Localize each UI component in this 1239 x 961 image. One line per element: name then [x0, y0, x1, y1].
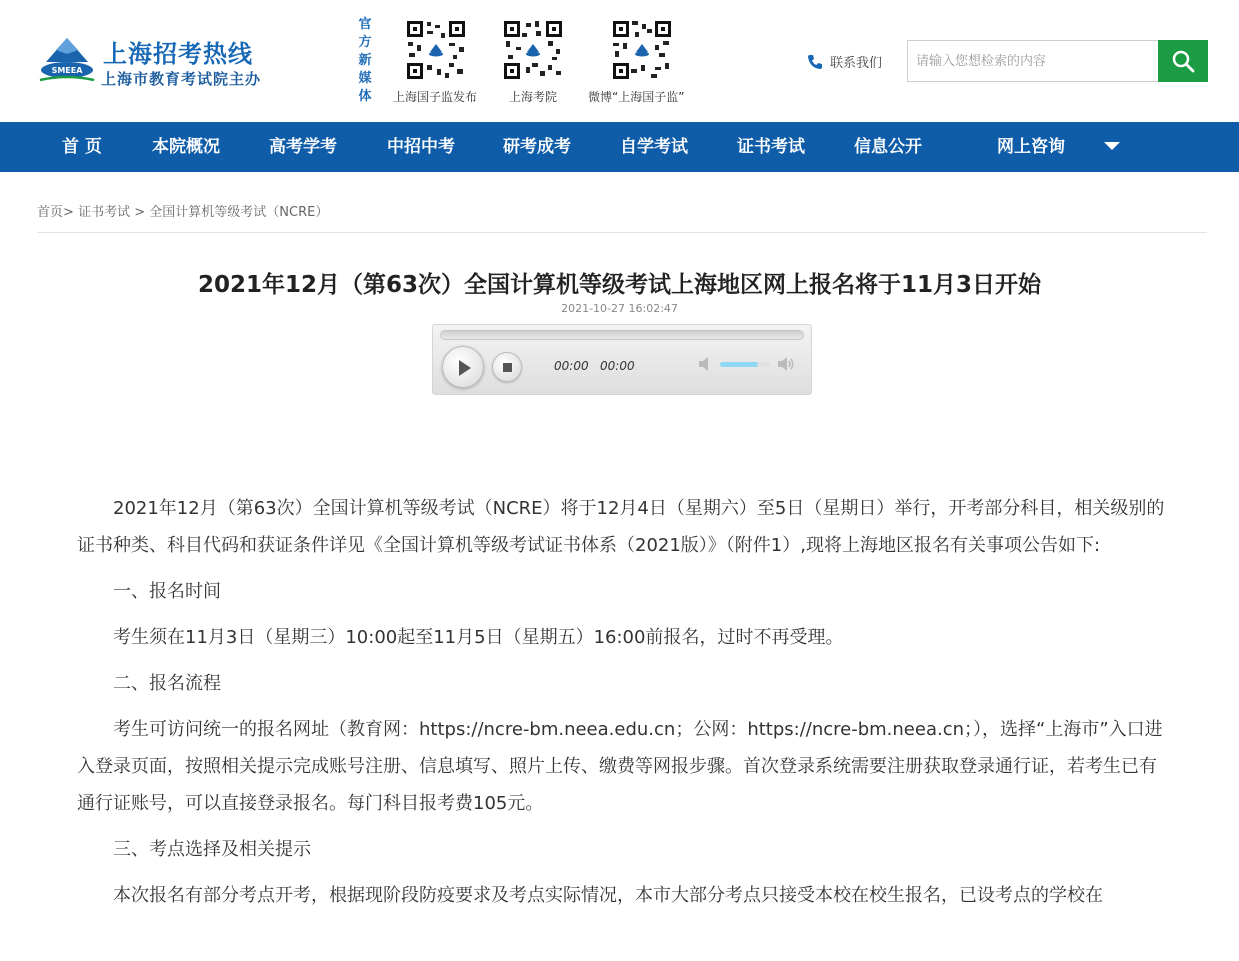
nav-item-gaokao[interactable]: 高考学考	[269, 137, 337, 157]
breadcrumb-separator: >	[134, 205, 146, 220]
site-title[interactable]: 上海招考热线	[103, 40, 253, 68]
qr-code-icon	[502, 19, 564, 81]
nav-item-certificate[interactable]: 证书考试	[737, 137, 805, 157]
search-icon	[1171, 49, 1195, 73]
breadcrumb-home[interactable]: 首页	[37, 205, 64, 220]
section-heading: 一、报名时间	[113, 581, 221, 602]
svg-text:SMEEA: SMEEA	[51, 66, 83, 75]
qr-code-icon	[611, 19, 673, 81]
main-nav	[0, 122, 1239, 172]
audio-progress-bar[interactable]	[440, 330, 804, 340]
nav-item-self-study[interactable]: 自学考试	[620, 137, 688, 157]
duration: 00:00	[600, 359, 635, 373]
search-input[interactable]	[907, 40, 1159, 82]
search-button[interactable]	[1158, 40, 1208, 82]
article-paragraph: 考生可访问统一的报名网址（教育网：https://ncre-bm.neea.edu.cn；公网：https://ncre-bm.neea.cn；），选择“上海市”入口进入登录页面，按照相关提示完成账号注册、信息填写、照片上传、缴费等网报步骤。首次登录系统需要注册获取登录通行证，若考生已有通行证账号，可以直接登录报名。每门科目报考费105元。	[77, 719, 1163, 814]
breadcrumb	[37, 201, 328, 220]
section-heading: 二、报名流程	[113, 673, 221, 694]
article-title: 2021年12月（第63次）全国计算机等级考试上海地区网上报名将于11月3日开始	[197, 272, 1042, 298]
volume-slider[interactable]	[720, 362, 770, 367]
site-header	[0, 0, 1239, 122]
current-time: 00:00	[554, 359, 589, 373]
nav-item-postgrad[interactable]: 研考成考	[503, 137, 571, 157]
play-button[interactable]	[442, 346, 484, 388]
official-media-label: 官方新媒体	[358, 17, 372, 104]
section-heading: 三、考点选择及相关提示	[113, 839, 311, 860]
nav-item-about[interactable]: 本院概况	[152, 137, 220, 157]
qr-code-icon	[405, 19, 467, 81]
audio-player	[432, 324, 812, 395]
nav-more-chevron-down-icon[interactable]	[1104, 142, 1120, 150]
qr-caption: 微博“上海国子监”	[588, 90, 685, 104]
breadcrumb-separator: >	[63, 205, 74, 220]
smeea-logo[interactable]	[38, 36, 96, 84]
phone-icon	[806, 53, 824, 71]
article-paragraph: 考生须在11月3日（星期三）10:00起至11月5日（星期五）16:00前报名，过时不再受理。	[113, 627, 844, 648]
breadcrumb-current[interactable]: 全国计算机等级考试（NCRE）	[149, 205, 329, 220]
mute-icon[interactable]	[697, 356, 715, 372]
article-paragraph: 本次报名有部分考点开考，根据现阶段防疫要求及考点实际情况，本市大部分考点只接受本校在校生报名，已设考点的学校在	[113, 885, 1103, 906]
nav-item-info[interactable]: 信息公开	[854, 137, 922, 157]
qr-caption: 上海国子监发布	[393, 90, 478, 104]
stop-button[interactable]	[492, 352, 522, 382]
article-content	[77, 490, 1167, 914]
volume-max-icon[interactable]	[777, 356, 795, 372]
article-paragraph: 2021年12月（第63次）全国计算机等级考试（NCRE）将于12月4日（星期六）至5日（星期日）举行，开考部分科目，相关级别的证书种类、科目代码和获证条件详见《全国计算机等级考试证书体系（2021版）》（附件1）,现将上海地区报名有关事项公告如下:	[77, 498, 1165, 556]
qr-caption: 上海考院	[509, 90, 558, 104]
nav-item-zhongkao[interactable]: 中招中考	[387, 137, 455, 157]
nav-item-home[interactable]: 首 页	[62, 137, 102, 157]
divider	[37, 232, 1207, 233]
article-date: 2021-10-27 16:02:47	[561, 302, 678, 315]
contact-us-label[interactable]: 联系我们	[830, 56, 883, 71]
nav-item-consult[interactable]: 网上咨询	[997, 137, 1065, 157]
site-subtitle: 上海市教育考试院主办	[101, 70, 262, 88]
breadcrumb-section[interactable]: 证书考试	[78, 205, 131, 220]
contact-us-link[interactable]	[806, 52, 882, 71]
